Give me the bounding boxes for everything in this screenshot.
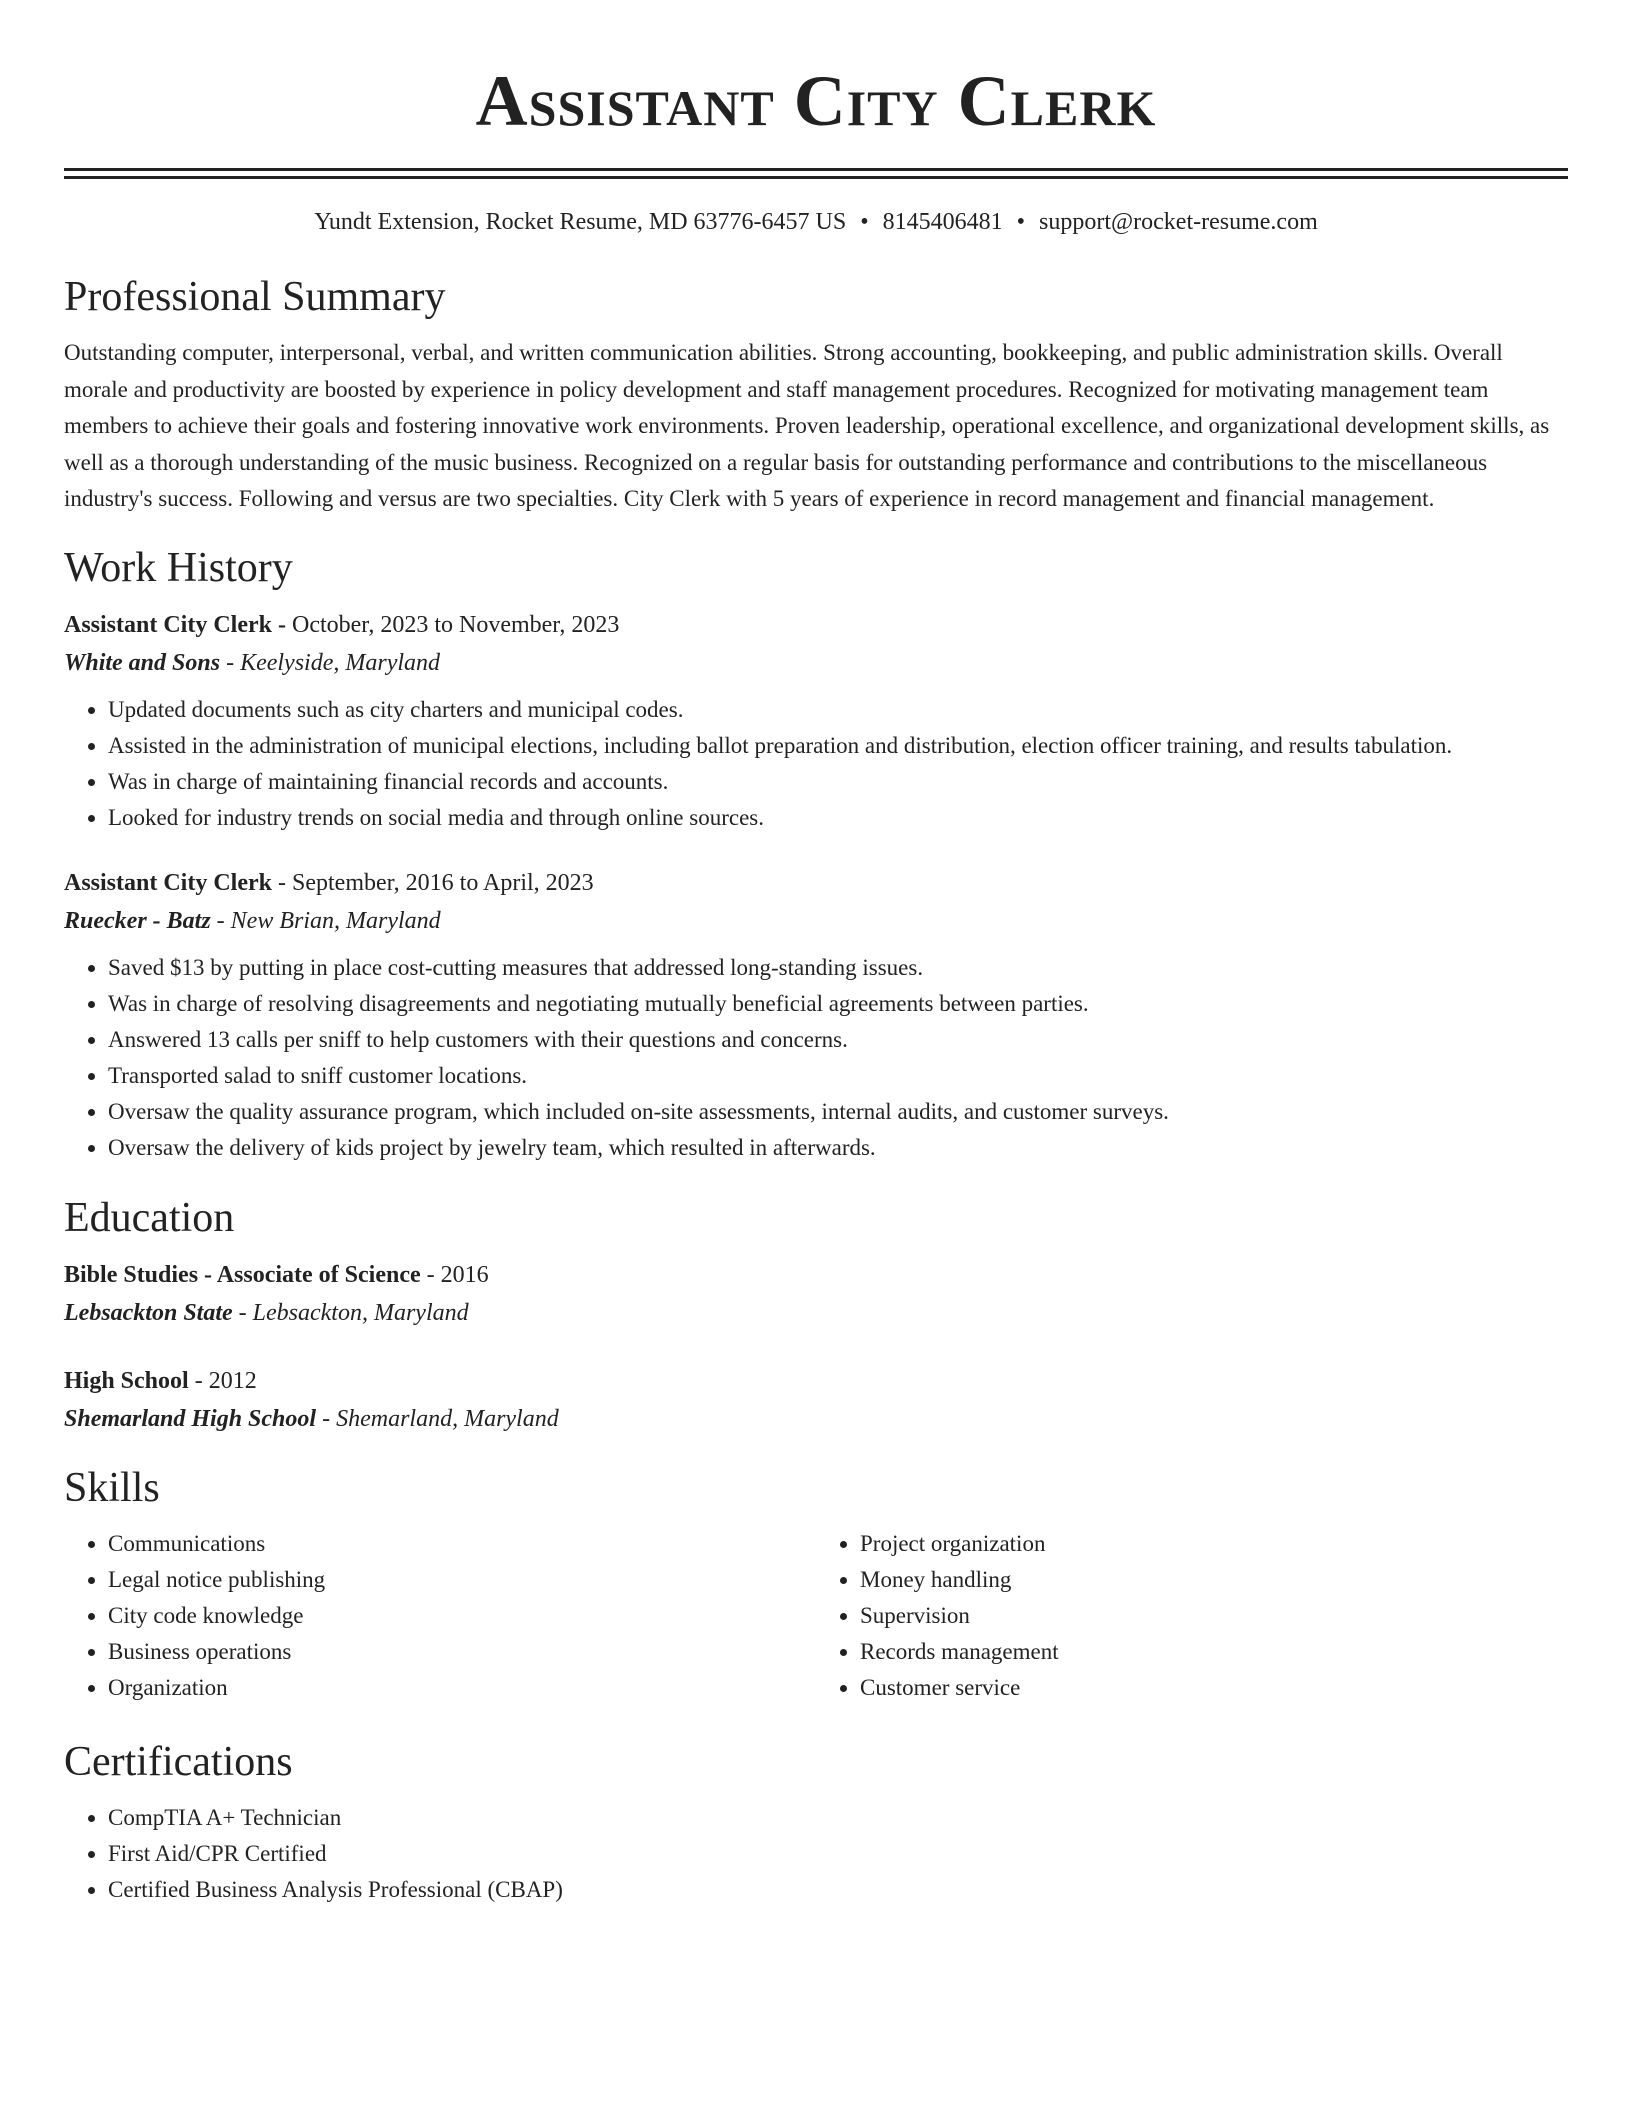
- resume-title: Assistant City Clerk: [475, 61, 1157, 141]
- skills-heading: Skills: [64, 1464, 160, 1511]
- certifications-heading: Certifications: [64, 1738, 293, 1785]
- contact-phone: 8145406481: [882, 209, 1003, 235]
- job-dates: October, 2023 to November, 2023: [292, 611, 620, 638]
- education-school-line: [64, 1400, 1568, 1438]
- list-item: • Transported salad to sniff customer locations.: [108, 1058, 1568, 1094]
- contact-address: Yundt Extension, Rocket Resume, MD 63776-6457 US: [314, 209, 847, 235]
- list-item: • Answered 13 calls per sniff to help customers with their questions and concerns.: [108, 1022, 1568, 1058]
- list-item: • Supervision: [860, 1598, 1568, 1634]
- contact-email: support@rocket-resume.com: [1039, 209, 1318, 235]
- list-item: • Certified Business Analysis Professional (CBAP): [108, 1872, 1568, 1908]
- job-title-line: [64, 606, 1568, 644]
- list-item: • Organization: [108, 1670, 816, 1706]
- education-entry: [64, 1362, 1568, 1438]
- skills-column-right: [816, 1526, 1568, 1706]
- dash: -: [420, 1261, 441, 1288]
- list-item: • Oversaw the quality assurance program, which included on-site assessments, internal audits, and customer surveys.: [108, 1094, 1568, 1130]
- list-item: • City code knowledge: [108, 1598, 816, 1634]
- job-entry: [64, 864, 1568, 1166]
- list-item: • Was in charge of maintaining financial records and accounts.: [108, 764, 1568, 800]
- job-title: Assistant City Clerk: [64, 869, 272, 896]
- job-bullets: [64, 692, 1568, 836]
- education-year: 2016: [440, 1261, 489, 1288]
- list-item: • Was in charge of resolving disagreements and negotiating mutually beneficial agreements between parties.: [108, 986, 1568, 1022]
- list-item: • CompTIA A+ Technician: [108, 1800, 1568, 1836]
- list-item: • Updated documents such as city charters and municipal codes.: [108, 692, 1568, 728]
- job-dates: September, 2016 to April, 2023: [292, 869, 594, 896]
- education-year: 2012: [208, 1367, 257, 1394]
- dash: -: [232, 1299, 253, 1326]
- job-company: White and Sons: [64, 649, 221, 676]
- education-school-line: [64, 1294, 1568, 1332]
- list-item: • Customer service: [860, 1670, 1568, 1706]
- skills-grid: [64, 1526, 1568, 1706]
- summary-heading: Professional Summary: [64, 274, 446, 320]
- education-school: Lebsackton State: [64, 1299, 233, 1326]
- dash: -: [272, 869, 292, 896]
- contact-separator: •: [860, 209, 869, 235]
- job-location: New Brian, Maryland: [230, 907, 441, 934]
- job-title: Assistant City Clerk: [64, 611, 272, 638]
- dash: -: [272, 611, 292, 638]
- job-company-line: [64, 644, 1568, 682]
- education-entry: [64, 1256, 1568, 1332]
- list-item: • Project organization: [860, 1526, 1568, 1562]
- work-history-heading: Work History: [64, 544, 293, 591]
- education-degree-line: [64, 1256, 1568, 1294]
- contact-line: [64, 205, 1568, 239]
- dash: -: [188, 1367, 209, 1394]
- list-item: • Records management: [860, 1634, 1568, 1670]
- contact-separator: •: [1016, 209, 1026, 235]
- education-school: Shemarland High School: [64, 1405, 317, 1432]
- dash: -: [316, 1405, 337, 1432]
- list-item: • Business operations: [108, 1634, 816, 1670]
- list-item: • Saved $13 by putting in place cost-cutting measures that addressed long-standing issues.: [108, 950, 1568, 986]
- dash: -: [220, 649, 241, 676]
- education-degree-line: [64, 1362, 1568, 1400]
- education-degree: High School: [64, 1367, 189, 1394]
- job-bullets: [64, 950, 1568, 1166]
- job-entry: [64, 606, 1568, 836]
- title-double-rule: [64, 168, 1568, 179]
- dash: -: [210, 907, 231, 934]
- list-item: • First Aid/CPR Certified: [108, 1836, 1568, 1872]
- summary-text: Outstanding computer, interpersonal, verbal, and written communication abilities. Strong accounting, bookkeeping, and public administration skills. Overall morale and productivity are boosted by experience in policy development and staff management procedures. Recognized for motivating management team members to achieve their goals and fostering innovative work environments. Proven leadership, operational excellence, and organizational development skills, as well as a thorough understanding of the music business. Recognized on a regular basis for outstanding performance and contributions to the miscellaneous industry's success. Following and versus are two specialties. City Clerk with 5 years of experience in record management and financial management.: [64, 340, 1550, 511]
- education-location: Shemarland, Maryland: [336, 1405, 559, 1432]
- education-heading: Education: [64, 1194, 235, 1241]
- certifications-list: [64, 1800, 1568, 1908]
- job-title-line: [64, 864, 1568, 902]
- list-item: • Money handling: [860, 1562, 1568, 1598]
- list-item: • Legal notice publishing: [108, 1562, 816, 1598]
- job-location: Keelyside, Maryland: [240, 649, 441, 676]
- list-item: • Looked for industry trends on social media and through online sources.: [108, 800, 1568, 836]
- skills-column-left: [64, 1526, 816, 1706]
- list-item: • Communications: [108, 1526, 816, 1562]
- education-location: Lebsackton, Maryland: [252, 1299, 469, 1326]
- list-item: • Assisted in the administration of municipal elections, including ballot preparation and distribution, election officer training, and results tabulation.: [108, 728, 1568, 764]
- job-company: Ruecker - Batz: [64, 907, 211, 934]
- list-item: • Oversaw the delivery of kids project by jewelry team, which resulted in afterwards.: [108, 1130, 1568, 1166]
- job-company-line: [64, 902, 1568, 940]
- education-degree: Bible Studies - Associate of Science: [64, 1261, 421, 1288]
